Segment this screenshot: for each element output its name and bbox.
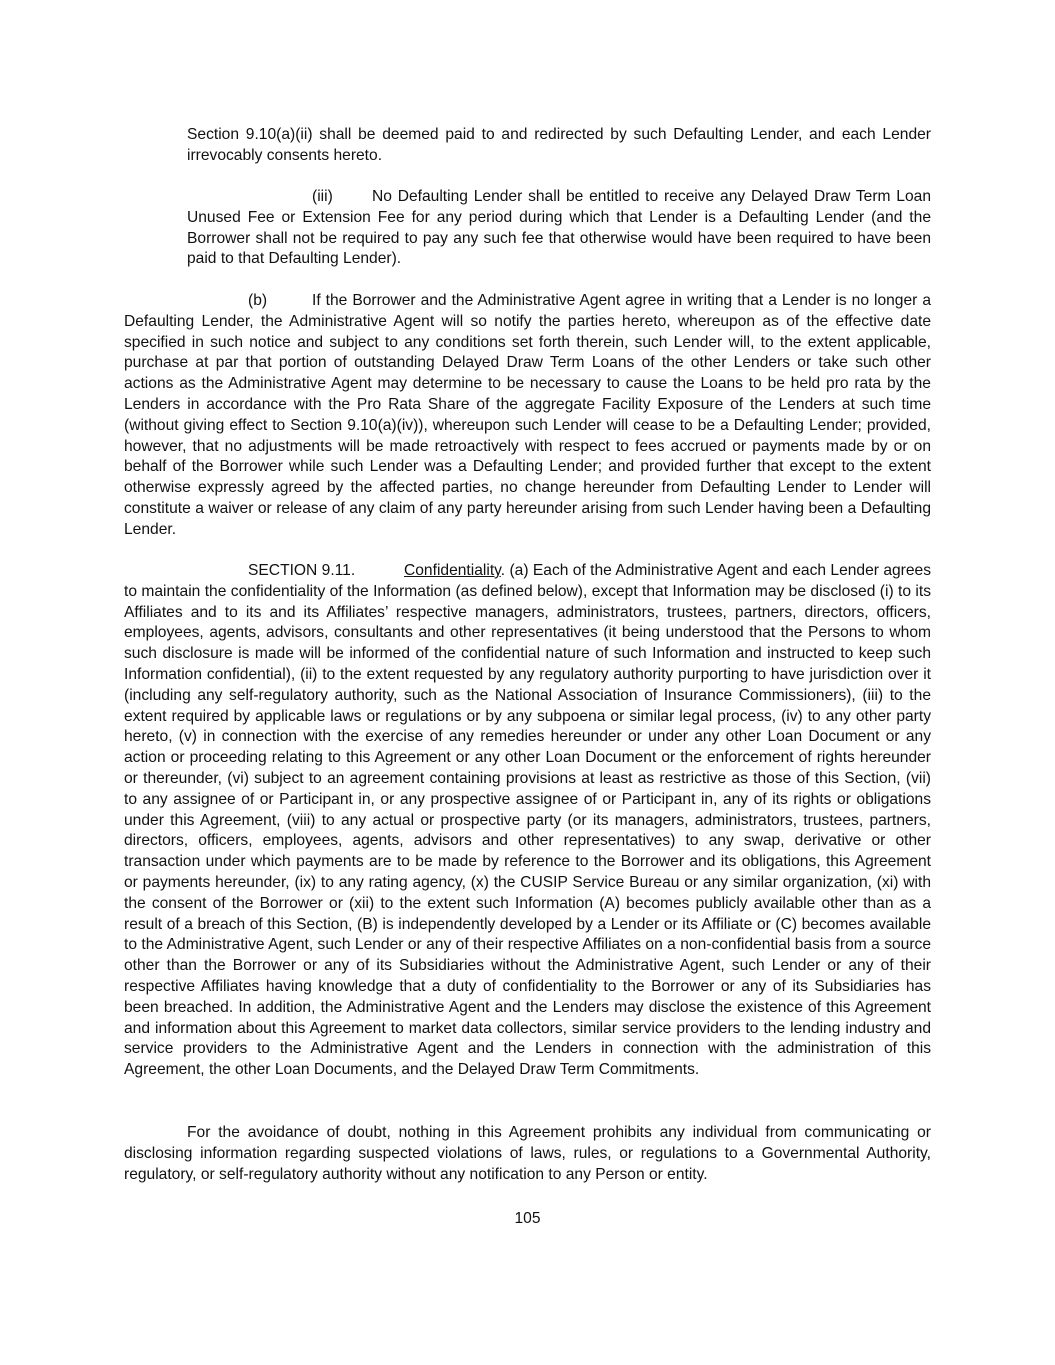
page-number: 105 <box>514 1210 541 1227</box>
paragraph-section-9-11 <box>124 561 931 1081</box>
paragraph-continuation-text: Section 9.10(a)(ii) shall be deemed paid to and redirected by such Defaulting Lender, and each Lender irrevocably consents hereto. <box>187 126 931 164</box>
avoidance-of-doubt-text: For the avoidance of doubt, nothing in this Agreement prohibits any individual from communicating or disclosing information regarding suspected violations of laws, rules, or regulations to a Governmental Authority, regulatory, or self-regulatory authority without any notification to any Person or entity. <box>124 1124 931 1183</box>
paragraph-avoidance-of-doubt <box>124 1123 931 1185</box>
section-number: SECTION 9.11. <box>248 562 356 579</box>
clause-b-marker: (b) <box>248 292 268 309</box>
clause-b-text: If the Borrower and the Administrative Agent agree in writing that a Lender is no longer a Defaulting Lender, the Administrative Agent will so notify the parties hereto, whereupon as of the effective date specified in such notice and subject to any conditions set forth therein, such Lender will, to the extent applicable, purchase at par that portion of outstanding Delayed Draw Term Loans of the other Lenders or take such other actions as the Administrative Agent may determine to be necessary to cause the Loans to be held pro rata by the Lenders in accordance with the Pro Rata Share of the aggregate Facility Exposure of the Lenders at such time (without giving effect to Section 9.10(a)(iv)), whereupon such Lender will cease to be a Defaulting Lender; provided, however, that no adjustments will be made retroactively with respect to fees accrued or payments made by or on behalf of the Borrower while such Lender was a Defaulting Lender; and provided further that except to the extent otherwise expressly agreed by the affected parties, no change hereunder from Defaulting Lender to Lender will constitute a waiver or release of any claim of any party hereunder arising from such Lender having been a Defaulting Lender. <box>124 292 931 538</box>
paragraph-continuation <box>187 125 931 167</box>
clause-iii-text: No Defaulting Lender shall be entitled to receive any Delayed Draw Term Loan Unused Fee or Extension Fee for any period during which that Lender is a Defaulting Lender (and the Borrower shall not be required to pay any such fee that otherwise would have been required to have been paid to that Defaulting Lender). <box>187 188 931 268</box>
clause-iii-marker: (iii) <box>312 188 333 205</box>
section-9-11-text: . (a) Each of the Administrative Agent and each Lender agrees to maintain the confidentiality of the Information (as defined below), except that Information may be disclosed (i) to its Affiliates and to its and its Affiliates’ respective managers, administrators, trustees, partners, directors, officers, employees, agents, advisors, consultants and other representatives (it being understood that the Persons to whom such disclosure is made will be informed of the confidential nature of such Information and instructed to keep such Information confidential), (ii) to the extent requested by any regulatory authority purporting to have jurisdiction over it (including any self-regulatory authority, such as the National Association of Insurance Commissioners), (iii) to the extent required by applicable laws or regulations or by any subpoena or similar legal process, (iv) to any other party hereto, (v) in connection with the exercise of any remedies hereunder or under any other Loan Document or any action or proceeding relating to this Agreement or any other Loan Document or the enforcement of rights hereunder or thereunder, (vi) subject to an agreement containing provisions at least as restrictive as those of this Section, (vii) to any assignee of or Participant in, or any prospective assignee of or Participant in, any of its rights or obligations under this Agreement, (viii) to any actual or prospective party (or its managers, administrators, trustees, partners, directors, officers, employees, agents, advisors and other representatives) to any swap, derivative or other transaction under which payments are to be made by reference to the Borrower and its obligations, this Agreement or payments hereunder, (ix) to any rating agency, (x) the CUSIP Service Bureau or any similar organization, (xi) with the consent of the Borrower or (xii) to the extent such Information (A) becomes publicly available other than as a result of a breach of this Section, (B) is independently developed by a Lender or its Affiliate or (C) becomes available to the Administrative Agent, such Lender or any of their respective Affiliates on a non-confidential basis from a source other than the Borrower or any of its Subsidiaries without the Administrative Agent, such Lender or any of their respective Affiliates having knowledge that a duty of confidentiality to the Borrower or any of its Subsidiaries has been breached. In addition, the Administrative Agent and the Lenders may disclose the existence of this Agreement and information about this Agreement to market data collectors, similar service providers to the lending industry and service providers to the Administrative Agent and the Lenders in connection with the administration of this Agreement, the other Loan Documents, and the Delayed Draw Term Commitments. <box>124 562 931 1079</box>
section-heading: Confidentiality <box>404 562 501 579</box>
paragraph-clause-b <box>124 291 931 541</box>
paragraph-clause-iii <box>187 187 931 270</box>
